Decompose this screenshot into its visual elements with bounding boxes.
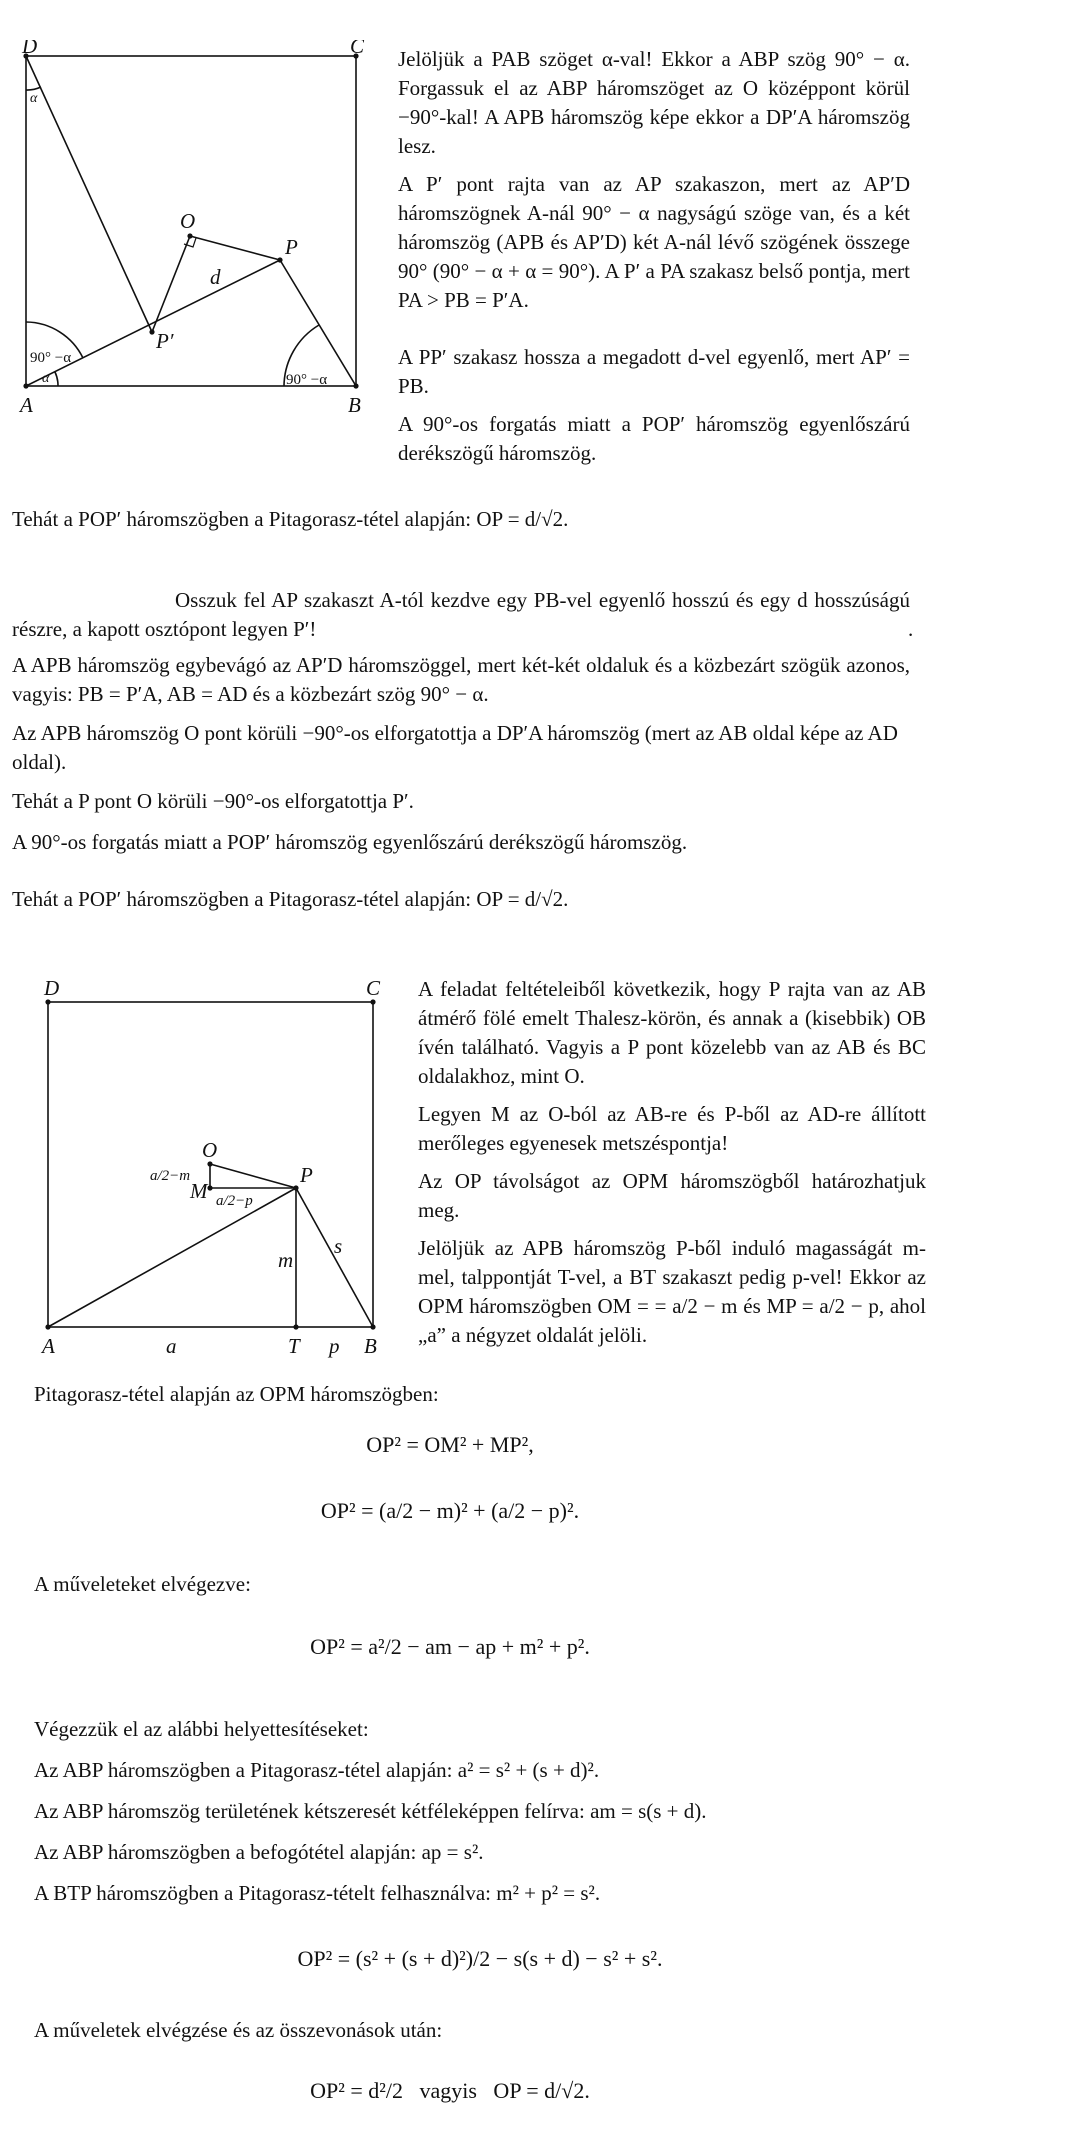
s2-para-5: A 90°-os forgatás miatt a POP′ háromszög egyenlőszárú derékszögű háromszög. bbox=[12, 830, 688, 854]
label-c-2: C bbox=[366, 976, 381, 1000]
eq-2: OP² = (a/2 − m)² + (a/2 − p)². bbox=[320, 1498, 580, 1523]
s3-final-intro: A műveletek elvégzése és az összevonások után: bbox=[34, 2018, 443, 2042]
label-alpha-a: α bbox=[42, 371, 50, 386]
s3-para-3: Az OP távolságot az OPM háromszögből határozhatjuk meg. bbox=[418, 1169, 926, 1222]
s3-sub-2: Az ABP háromszög területének kétszeresét kétféleképpen felírva: am = s(s + d). bbox=[34, 1799, 707, 1823]
label-s: s bbox=[334, 1234, 343, 1258]
label-t: T bbox=[288, 1334, 300, 1358]
label-p: P bbox=[285, 235, 298, 259]
s1-conclusion: Tehát a POP′ háromszögben a Pitagorasz-tétel alapján: OP = d/√2. bbox=[12, 507, 569, 531]
s1-para-2: A P′ pont rajta van az AP szakaszon, mert az AP′D háromszögnek A-nál 90° − α nagyságú szöge van, és a két háromszög (APB és AP′D) két A-nál lévő szögének összege 90° (90° − α + α = 90°). A P′ a PA szakasz belső pontja, mert PA > PB = P′A. bbox=[398, 172, 910, 312]
section1-text bbox=[398, 45, 910, 468]
segment-dp bbox=[26, 56, 152, 332]
label-o: O bbox=[180, 209, 196, 233]
label-angle-a: 90° −α bbox=[30, 350, 72, 366]
label-m-point: M bbox=[190, 1179, 208, 1203]
s3-pyth-intro: Pitagorasz-tétel alapján az OPM háromszögben: bbox=[34, 1382, 439, 1406]
segment-ap bbox=[26, 260, 280, 386]
s3-sub-1: Az ABP háromszögben a Pitagorasz-tétel alapján: a² = s² + (s + d)². bbox=[34, 1758, 600, 1782]
label-a-vertex: A bbox=[20, 393, 33, 417]
label-a-2: A bbox=[42, 1334, 55, 1358]
s1-para-3: A PP′ szakasz hossza a megadott d-vel egyenlő, mert AP′ = PB. bbox=[398, 345, 910, 398]
angle-arc-a-alpha bbox=[55, 372, 58, 386]
angle-arc-d-alpha bbox=[26, 87, 41, 90]
s3-para-2: Legyen M az O-ból az AB-re és P-ből az AD-re állított merőleges egyenesek metszéspontja! bbox=[418, 1102, 926, 1155]
label-p-seg: p bbox=[329, 1334, 340, 1358]
s2-para-6: Tehát a POP′ háromszögben a Pitagorasz-tétel alapján: OP = d/√2. bbox=[12, 887, 569, 911]
label-a2-minus-m: a/2−m bbox=[150, 1168, 191, 1184]
label-c-vertex: C bbox=[350, 40, 365, 58]
eq-3: OP² = a²/2 − am − ap + m² + p². bbox=[310, 1634, 590, 1659]
segment-ap-2 bbox=[48, 1188, 296, 1327]
s3-para-1: A feladat feltételeiből következik, hogy P rajta van az AB átmérő fölé emelt Thalesz-körön, és annak a (kisebbik) OB ívén található. Vagyis a P pont közelebb van az AB és BC oldalakhoz, mint O. bbox=[418, 977, 926, 1088]
figure-2 bbox=[30, 975, 420, 1365]
s1-para-1: Jelöljük a PAB szöget α-val! Ekkor a ABP szög 90° − α. Forgassuk el az ABP háromszöget az O középpont körül −90°-kal! A APB háromszög képe ekkor a DP′A háromszög lesz. bbox=[398, 47, 910, 158]
label-b-vertex: B bbox=[348, 393, 361, 417]
figure-1 bbox=[10, 40, 380, 430]
segment-opp bbox=[152, 236, 190, 332]
s1-para-4: A 90°-os forgatás miatt a POP′ háromszög egyenlőszárú derékszögű háromszög. bbox=[398, 412, 910, 465]
s2-para-3: Az APB háromszög O pont körüli −90°-os elforgatottja a DP′A háromszög (mert az AB oldal képe az AD oldal). bbox=[12, 721, 898, 774]
s3-sub-3: Az ABP háromszögben a befogótétel alapján: ap = s². bbox=[34, 1840, 484, 1864]
label-d-vertex: D bbox=[22, 40, 38, 58]
eq-4: OP² = (s² + (s + d)²)/2 − s(s + d) − s² + s². bbox=[297, 1946, 663, 1971]
s2-para-2: A APB háromszög egybevágó az AP′D háromszöggel, mert két-két oldaluk és a közbezárt szögük azonos, vagyis: PB = P′A, AB = AD és a közbezárt szög 90° − α. bbox=[12, 653, 910, 706]
section3-text bbox=[418, 975, 926, 1350]
s3-subs-intro: Végezzük el az alábbi helyettesítéseket: bbox=[34, 1717, 369, 1741]
s2-para-1: Osszuk fel AP szakaszt A-tól kezdve egy PB-vel egyenlő hosszú és egy d hosszúságú részre, a kapott osztópont legyen P′! bbox=[12, 588, 910, 641]
segment-op bbox=[190, 236, 280, 260]
label-angle-b: 90° −α bbox=[286, 372, 328, 388]
label-d-2: D bbox=[44, 976, 60, 1000]
label-m-height: m bbox=[278, 1248, 294, 1272]
label-alpha-d: α bbox=[30, 91, 38, 106]
s2-para-4: Tehát a P pont O körüli −90°-os elforgatottja P′. bbox=[12, 789, 414, 813]
eq-5: OP² = d²/2 vagyis OP = d/√2. bbox=[310, 2078, 590, 2103]
segment-pb bbox=[280, 260, 356, 386]
label-p-prime: P′ bbox=[156, 329, 174, 353]
eq-1: OP² = OM² + MP², bbox=[366, 1432, 534, 1457]
label-o-2: O bbox=[202, 1138, 218, 1162]
label-b-2: B bbox=[364, 1334, 377, 1358]
s3-ops-intro: A műveleteket elvégezve: bbox=[34, 1572, 251, 1596]
label-a-side: a bbox=[166, 1334, 177, 1358]
label-a2-minus-p: a/2−p bbox=[216, 1193, 253, 1209]
s2-trailing-dot: . bbox=[908, 617, 914, 641]
label-d-length: d bbox=[210, 265, 221, 289]
s3-para-4: Jelöljük az APB háromszög P-ből induló magasságát m-mel, talppontját T-vel, a BT szakaszt pedig p-vel! Ekkor az OPM háromszögben OM = = a/2 − m és MP = a/2 − p, ahol „a” a négyzet oldalát jelöli. bbox=[418, 1236, 926, 1347]
segment-op-2 bbox=[210, 1164, 296, 1188]
s3-sub-4: A BTP háromszögben a Pitagorasz-tételt felhasználva: m² + p² = s². bbox=[34, 1881, 601, 1905]
label-p-2: P bbox=[300, 1163, 313, 1187]
